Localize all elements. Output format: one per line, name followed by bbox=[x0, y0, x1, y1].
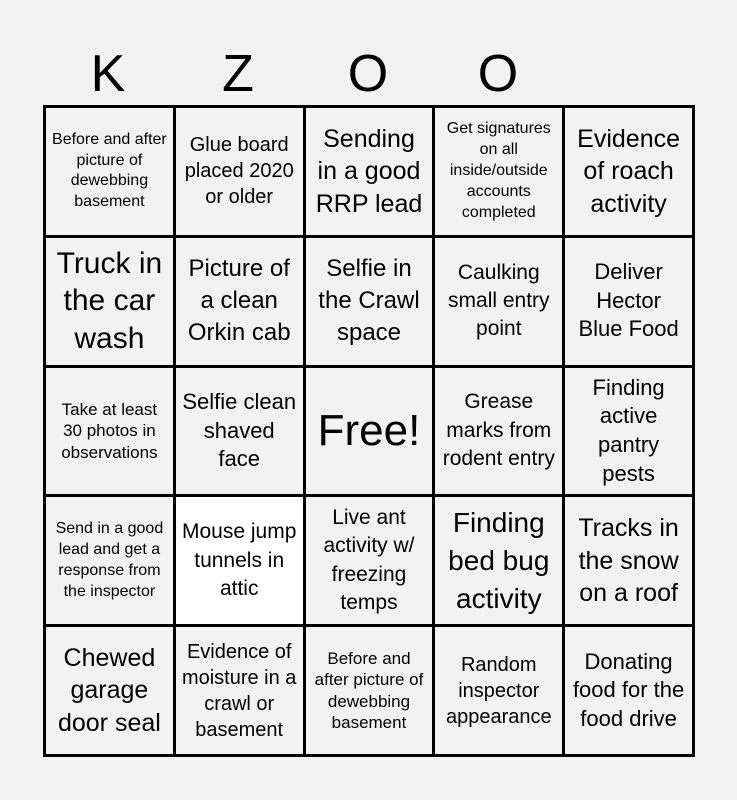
header-letter-4: O bbox=[477, 45, 519, 103]
header-letter-5 bbox=[563, 44, 693, 104]
header-letter-3: O bbox=[347, 45, 389, 103]
bingo-cell-r5c5[interactable]: Donating food for the food drive bbox=[565, 627, 692, 754]
bingo-cell-r5c1[interactable]: Chewed garage door seal bbox=[46, 627, 173, 754]
bingo-header bbox=[43, 44, 695, 104]
bingo-cell-r4c2[interactable]: Mouse jump tunnels in attic bbox=[176, 497, 303, 624]
bingo-board bbox=[43, 105, 695, 757]
bingo-cell-r1c4[interactable]: Get signatures on all inside/outside accounts completed bbox=[435, 108, 562, 235]
bingo-cell-r3c1[interactable]: Take at least 30 photos in observations bbox=[46, 368, 173, 495]
bingo-cell-r3c4[interactable]: Grease marks from rodent entry bbox=[435, 368, 562, 495]
header-letter-2: Z bbox=[222, 45, 254, 103]
bingo-cell-r1c1[interactable]: Before and after picture of dewebbing basement bbox=[46, 108, 173, 235]
bingo-cell-r4c3[interactable]: Live ant activity w/ freezing temps bbox=[306, 497, 433, 624]
bingo-cell-r1c2[interactable]: Glue board placed 2020 or older bbox=[176, 108, 303, 235]
bingo-cell-r4c5[interactable]: Tracks in the snow on a roof bbox=[565, 497, 692, 624]
bingo-cell-r2c4[interactable]: Caulking small entry point bbox=[435, 238, 562, 365]
bingo-cell-r4c1[interactable]: Send in a good lead and get a response from the inspector bbox=[46, 497, 173, 624]
bingo-free-cell[interactable]: Free! bbox=[306, 368, 433, 495]
bingo-cell-r2c2[interactable]: Picture of a clean Orkin cab bbox=[176, 238, 303, 365]
bingo-cell-r1c3[interactable]: Sending in a good RRP lead bbox=[306, 108, 433, 235]
bingo-cell-r2c3[interactable]: Selfie in the Crawl space bbox=[306, 238, 433, 365]
bingo-cell-r1c5[interactable]: Evidence of roach activity bbox=[565, 108, 692, 235]
bingo-cell-r3c5[interactable]: Finding active pantry pests bbox=[565, 368, 692, 495]
header-letter-1: K bbox=[90, 45, 126, 103]
bingo-cell-r2c5[interactable]: Deliver Hector Blue Food bbox=[565, 238, 692, 365]
bingo-cell-r5c2[interactable]: Evidence of moisture in a crawl or basement bbox=[176, 627, 303, 754]
bingo-cell-r3c2[interactable]: Selfie clean shaved face bbox=[176, 368, 303, 495]
bingo-cell-r5c4[interactable]: Random inspector appearance bbox=[435, 627, 562, 754]
bingo-cell-r4c4[interactable]: Finding bed bug activity bbox=[435, 497, 562, 624]
bingo-cell-r5c3[interactable]: Before and after picture of dewebbing basement bbox=[306, 627, 433, 754]
bingo-cell-r2c1[interactable]: Truck in the car wash bbox=[46, 238, 173, 365]
